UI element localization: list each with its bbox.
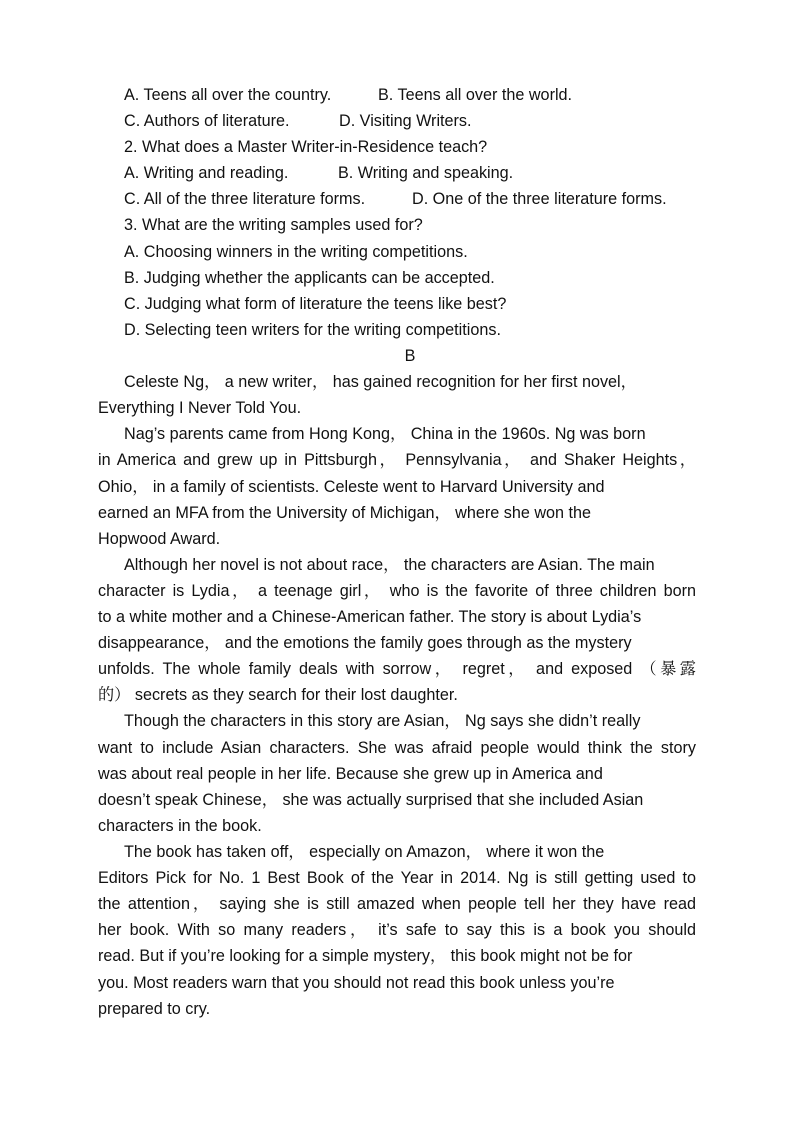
- passage-line: earned an MFA from the University of Michigan， where she won the: [98, 504, 592, 522]
- passage-line: the attention， saying she is still amazed when people tell her they have read: [98, 895, 696, 913]
- passage-line: doesn’t speak Chinese， she was actually surprised that she included Asian: [98, 791, 644, 809]
- q3-stem: 3. What are the writing samples used for?: [124, 216, 423, 234]
- q1-option-a: A. Teens all over the country.: [124, 86, 332, 104]
- passage-line: read. But if you’re looking for a simple mystery， this book might not be for: [98, 947, 633, 965]
- passage-line: want to include Asian characters. She was afraid people would think the story: [98, 739, 696, 757]
- passage-line: The book has taken off， especially on Amazon， where it won the: [124, 843, 605, 861]
- passage-line: Ohio， in a family of scientists. Celeste went to Harvard University and: [98, 478, 605, 496]
- q2-option-c: C. All of the three literature forms.: [124, 190, 366, 208]
- section-heading: B: [404, 347, 416, 365]
- passage-line: characters in the book.: [98, 817, 262, 835]
- passage-line: character is Lydia， a teenage girl， who is the favorite of three children born: [98, 582, 696, 600]
- q1-option-b: B. Teens all over the world.: [378, 86, 573, 104]
- passage-line: her book. With so many readers， it’s safe to say this is a book you should: [98, 921, 696, 939]
- q2-option-d: D. One of the three literature forms.: [412, 190, 667, 208]
- passage-line: Although her novel is not about race， the characters are Asian. The main: [124, 556, 655, 574]
- passage-line: was about real people in her life. Because she grew up in America and: [98, 765, 603, 783]
- passage-line: disappearance， and the emotions the family goes through as the mystery: [98, 634, 632, 652]
- passage-line: prepared to cry.: [98, 1000, 211, 1018]
- passage-line: Celeste Ng， a new writer， has gained recognition for her first novel，: [124, 373, 637, 391]
- passage-line: in America and grew up in Pittsburgh， Pennsylvania， and Shaker Heights，: [98, 451, 696, 469]
- q3-option-c: C. Judging what form of literature the teens like best?: [124, 295, 507, 313]
- passage-line: Though the characters in this story are Asian， Ng says she didn’t really: [124, 712, 641, 730]
- passage-line: Everything I Never Told You.: [98, 399, 302, 417]
- passage-line: to a white mother and a Chinese-American father. The story is about Lydia’s: [98, 608, 642, 626]
- passage-line: 的） secrets as they search for their lost daughter.: [98, 686, 458, 704]
- q2-stem: 2. What does a Master Writer-in-Residence teach?: [124, 138, 488, 156]
- passage-line: you. Most readers warn that you should not read this book unless you’re: [98, 974, 615, 992]
- q3-option-d: D. Selecting teen writers for the writing competitions.: [124, 321, 501, 339]
- q1-option-c: C. Authors of literature.: [124, 112, 290, 130]
- q2-option-a: A. Writing and reading.: [124, 164, 289, 182]
- q1-option-d: D. Visiting Writers.: [339, 112, 472, 130]
- passage-line: Editors Pick for No. 1 Best Book of the Year in 2014. Ng is still getting used to: [98, 869, 696, 887]
- passage-line: unfolds. The whole family deals with sorrow， regret， and exposed （暴露: [98, 660, 696, 678]
- q2-option-b: B. Writing and speaking.: [338, 164, 514, 182]
- q3-option-a: A. Choosing winners in the writing competitions.: [124, 243, 468, 261]
- passage-line: Hopwood Award.: [98, 530, 221, 548]
- passage-line: Nag’s parents came from Hong Kong， China in the 1960s. Ng was born: [124, 425, 646, 443]
- q3-option-b: B. Judging whether the applicants can be accepted.: [124, 269, 495, 287]
